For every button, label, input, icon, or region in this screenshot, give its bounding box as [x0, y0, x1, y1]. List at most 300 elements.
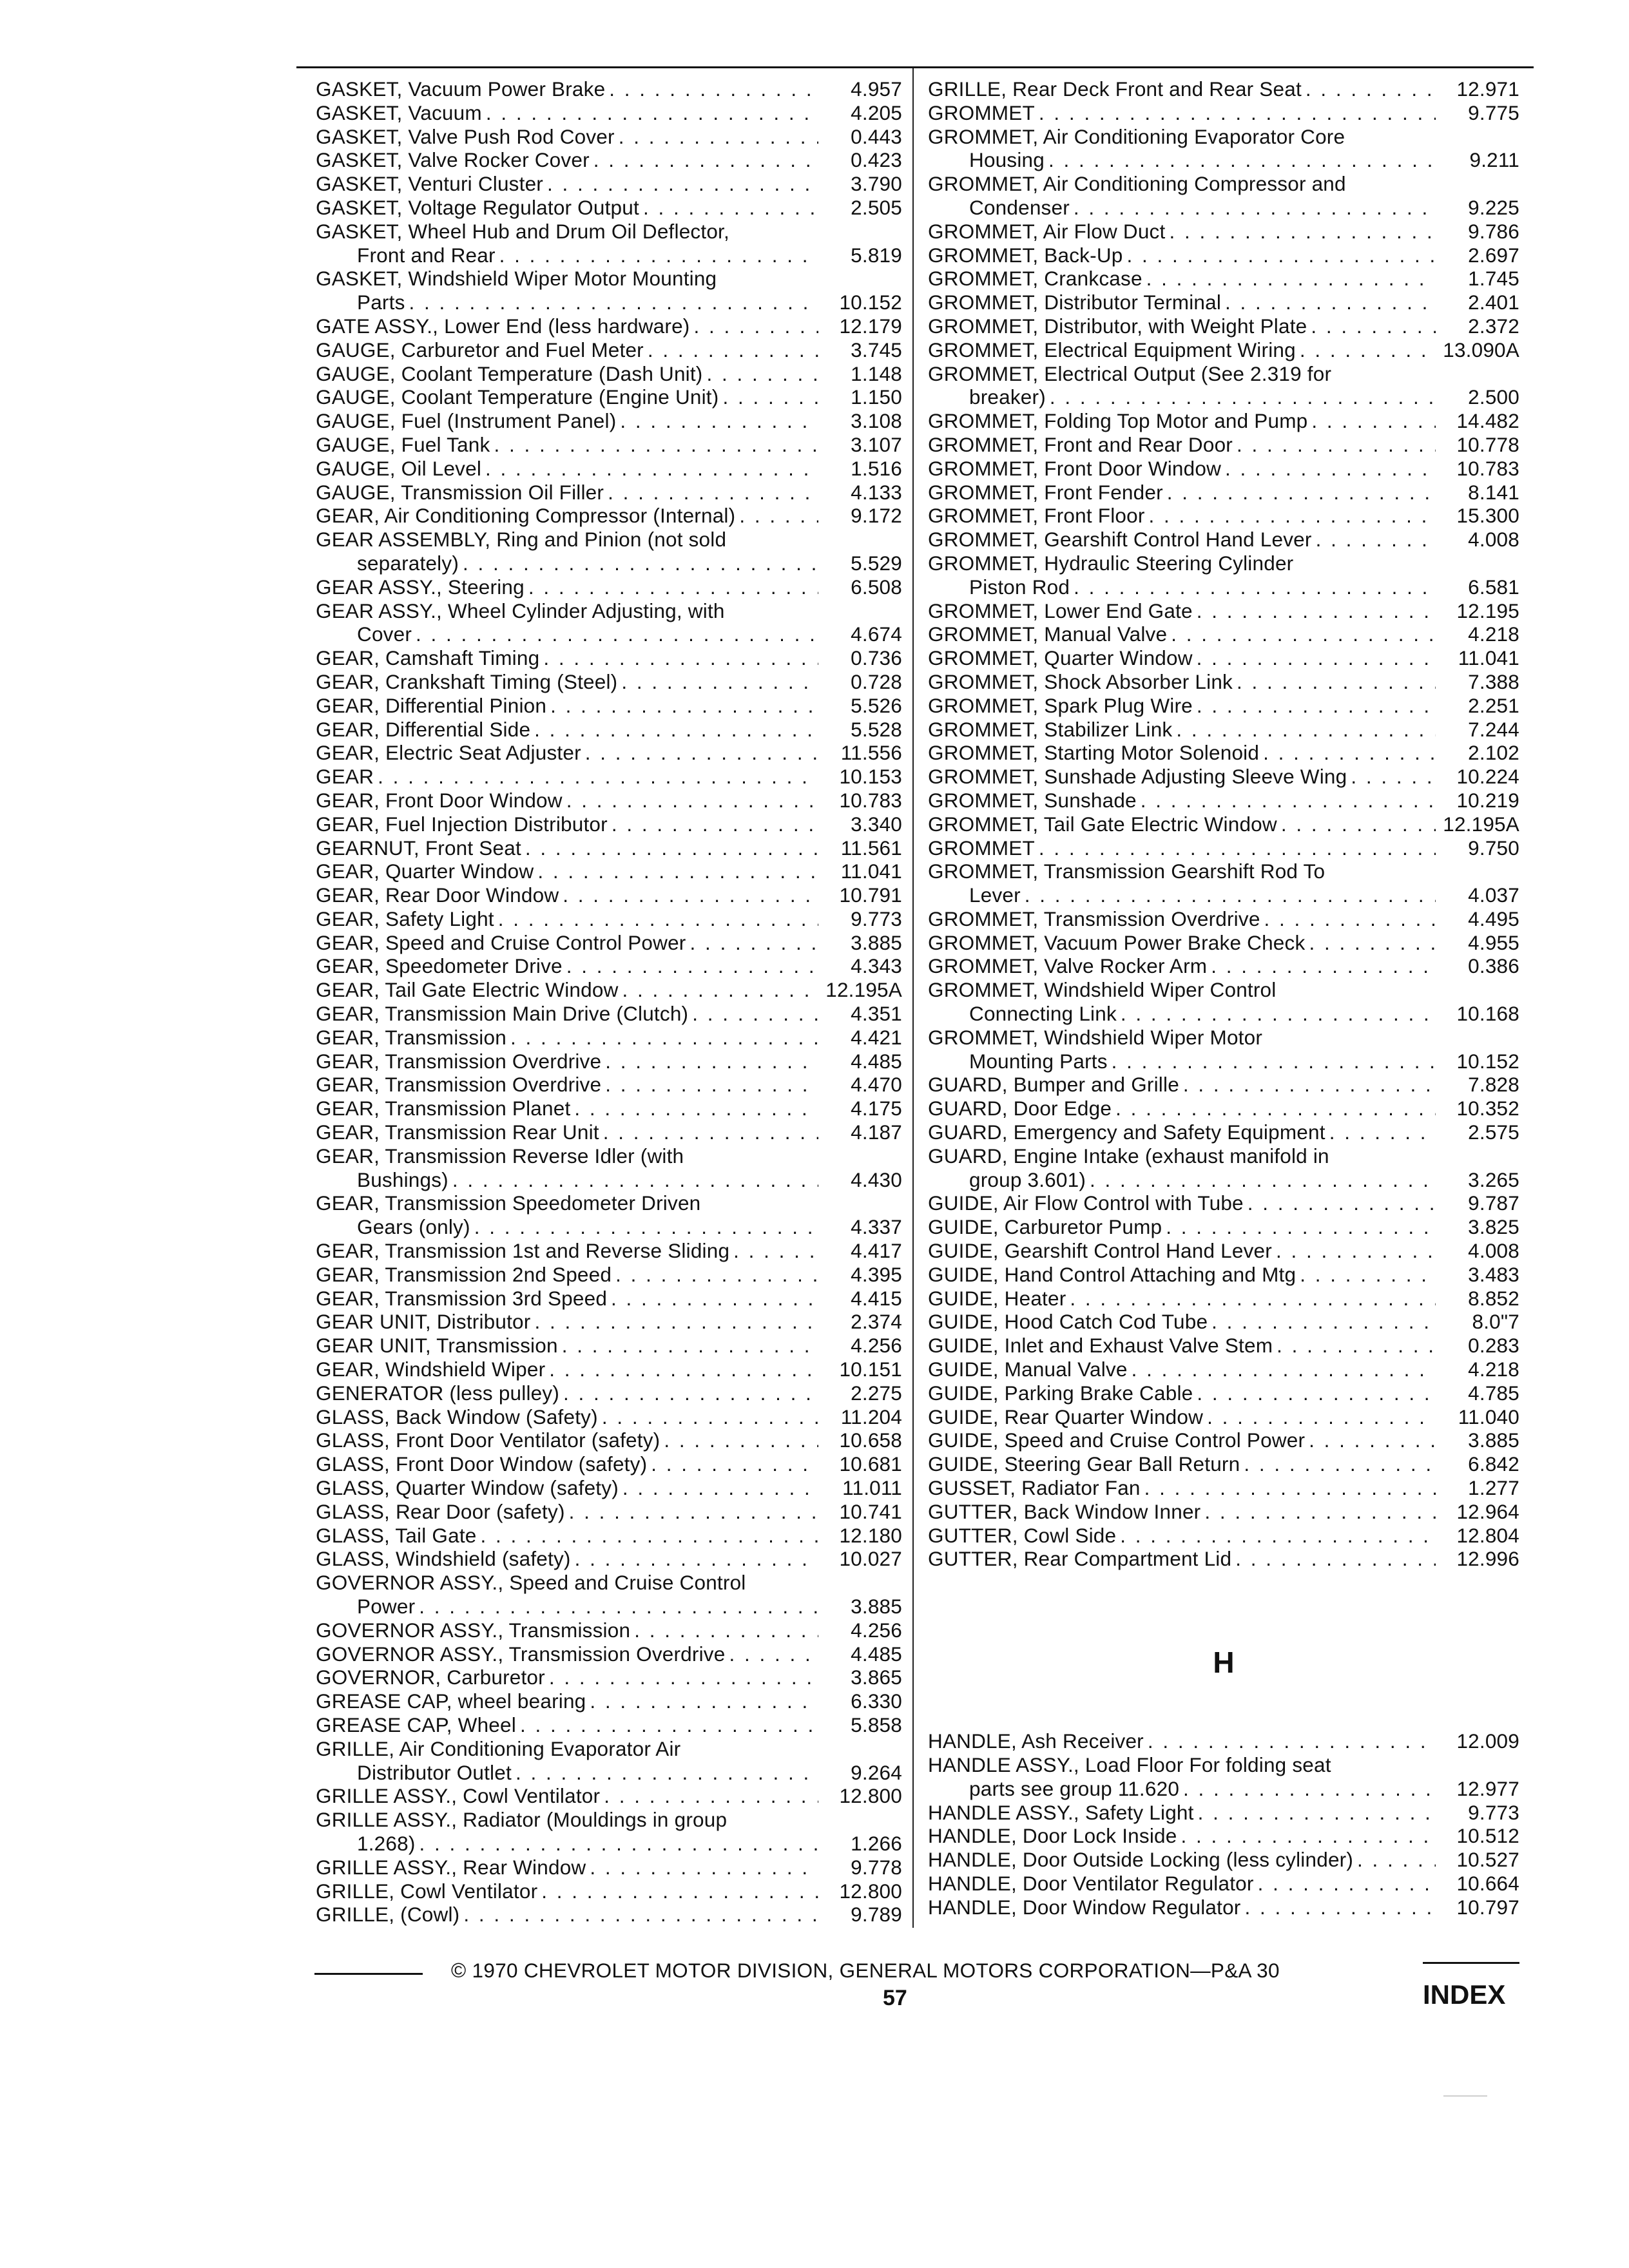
entry-name: GOVERNOR ASSY., Transmission Overdrive . . . — [316, 1642, 818, 1666]
index-entry — [316, 765, 902, 789]
entry-group-number: 4.008 — [1436, 1239, 1519, 1263]
index-entry — [928, 1405, 1519, 1429]
entry-name: GLASS, Windshield (safety) . . . — [316, 1547, 818, 1571]
index-entry — [316, 741, 902, 765]
entry-group-number: 3.885 — [818, 931, 902, 955]
entry-name: HANDLE, Door Ventilator Regulator . . . — [928, 1872, 1436, 1896]
index-entry — [928, 860, 1519, 883]
index-entry — [316, 860, 902, 883]
entry-group-number: 2.251 — [1436, 694, 1519, 718]
entry-group-number: 1.745 — [1436, 267, 1519, 291]
entry-group-number: 9.775 — [1436, 101, 1519, 125]
entry-name: GEAR, Transmission Reverse Idler (with — [316, 1144, 684, 1168]
index-label: INDEX — [1423, 1979, 1506, 2010]
entry-group-number: 4.395 — [818, 1263, 902, 1287]
index-entry — [316, 267, 902, 291]
entry-group-number: 10.741 — [818, 1500, 902, 1524]
entry-group-number: 2.697 — [1436, 244, 1519, 267]
entry-name: GASKET, Voltage Regulator Output . . . — [316, 196, 818, 220]
entry-group-number: 12.971 — [1436, 77, 1519, 101]
entry-name: GUTTER, Back Window Inner . . . — [928, 1500, 1436, 1524]
index-entry — [928, 77, 1519, 101]
index-entry — [928, 385, 1519, 409]
entry-group-number: 4.008 — [1436, 528, 1519, 552]
index-entry — [316, 1619, 902, 1642]
index-entry — [928, 1547, 1519, 1571]
entry-group-number: 4.187 — [818, 1120, 902, 1144]
entry-group-number: 10.153 — [818, 765, 902, 789]
entry-name: GRILLE ASSY., Rear Window . . . — [316, 1856, 818, 1879]
entry-name: GROMMET, Distributor, with Weight Plate . . . — [928, 314, 1436, 338]
entry-name: GUIDE, Hood Catch Cod Tube . . . — [928, 1310, 1436, 1334]
entry-name: GROMMET, Front Floor . . . — [928, 504, 1436, 528]
entry-name: GOVERNOR ASSY., Speed and Cruise Control — [316, 1571, 746, 1595]
entry-group-number: 4.205 — [818, 101, 902, 125]
entry-name: GLASS, Quarter Window (safety) . . . — [316, 1476, 818, 1500]
index-entry — [928, 552, 1519, 575]
entry-name: GUARD, Emergency and Safety Equipment . . . — [928, 1120, 1436, 1144]
entry-group-number: 10.791 — [818, 883, 902, 907]
entry-group-number: 11.561 — [818, 836, 902, 860]
entry-group-number: 3.340 — [818, 812, 902, 836]
entry-group-number: 4.343 — [818, 954, 902, 978]
index-entry — [928, 457, 1519, 481]
entry-name: GEAR, Transmission 2nd Speed . . . — [316, 1263, 818, 1287]
entry-name: GUTTER, Cowl Side . . . — [928, 1524, 1436, 1548]
index-entry — [316, 954, 902, 978]
entry-name: GUIDE, Heater . . . — [928, 1287, 1436, 1311]
index-entry — [928, 670, 1519, 694]
entry-group-number: 7.828 — [1436, 1073, 1519, 1097]
entry-name: GENERATOR (less pulley) . . . — [316, 1381, 818, 1405]
index-entry — [316, 1002, 902, 1026]
entry-group-number: 2.374 — [818, 1310, 902, 1334]
index-entry — [316, 694, 902, 718]
index-entry — [316, 244, 902, 267]
index-entry — [316, 931, 902, 955]
footer-rule-left — [314, 1973, 423, 1975]
entry-group-number: 4.218 — [1436, 622, 1519, 646]
entry-group-number: 11.204 — [818, 1405, 902, 1429]
entry-group-number: 12.964 — [1436, 1500, 1519, 1524]
entry-name: HANDLE, Door Window Regulator . . . — [928, 1896, 1436, 1919]
entry-group-number: 12.800 — [818, 1784, 902, 1808]
entry-name: Condenser . . . — [928, 196, 1436, 220]
entry-group-number: 2.505 — [818, 196, 902, 220]
entry-group-number: 5.858 — [818, 1713, 902, 1737]
entry-name: GLASS, Front Door Window (safety) . . . — [316, 1452, 818, 1476]
index-entry — [316, 812, 902, 836]
index-entry — [928, 1896, 1519, 1919]
index-entry — [316, 1879, 902, 1903]
entry-group-number: 1.150 — [818, 385, 902, 409]
entry-group-number: 9.172 — [818, 504, 902, 528]
entry-group-number: 10.219 — [1436, 789, 1519, 812]
entry-name: GROMMET, Starting Motor Solenoid . . . — [928, 741, 1436, 765]
index-entry — [928, 741, 1519, 765]
index-entry — [316, 1856, 902, 1879]
entry-group-number: 2.575 — [1436, 1120, 1519, 1144]
entry-group-number: 7.388 — [1436, 670, 1519, 694]
index-entry — [316, 291, 902, 314]
entry-group-number: 4.218 — [1436, 1358, 1519, 1381]
index-entry — [316, 1310, 902, 1334]
entry-name: GEAR UNIT, Transmission . . . — [316, 1334, 818, 1358]
entry-name: GLASS, Tail Gate . . . — [316, 1524, 818, 1548]
entry-group-number: 2.372 — [1436, 314, 1519, 338]
entry-name: GUIDE, Parking Brake Cable . . . — [928, 1381, 1436, 1405]
entry-group-number: 4.430 — [818, 1168, 902, 1192]
entry-group-number: 3.790 — [818, 172, 902, 196]
entry-group-number: 12.977 — [1436, 1777, 1519, 1801]
entry-name: GROMMET, Quarter Window . . . — [928, 646, 1436, 670]
entry-group-number: 10.168 — [1436, 1002, 1519, 1026]
entry-name: GAUGE, Carburetor and Fuel Meter . . . — [316, 338, 818, 362]
index-entry — [928, 907, 1519, 931]
index-entry — [928, 314, 1519, 338]
entry-group-number: 11.040 — [1436, 1405, 1519, 1429]
index-entry — [316, 1452, 902, 1476]
entry-name: GROMMET, Electrical Output (See 2.319 for — [928, 361, 1332, 385]
index-entry — [316, 196, 902, 220]
entry-name: GEAR, Transmission Overdrive . . . — [316, 1073, 818, 1097]
index-entry — [316, 1808, 902, 1832]
index-entry — [928, 1287, 1519, 1311]
entry-name: GROMMET, Air Conditioning Compressor and — [928, 172, 1346, 196]
index-entry — [928, 338, 1519, 362]
entry-group-number: 12.179 — [818, 314, 902, 338]
entry-name: GEAR, Speed and Cruise Control Power . . . — [316, 931, 818, 955]
index-entry — [928, 1263, 1519, 1287]
entry-group-number: 9.789 — [818, 1903, 902, 1927]
index-entry — [928, 1334, 1519, 1358]
entry-group-number: 5.528 — [818, 718, 902, 742]
entry-group-number: 4.957 — [818, 77, 902, 101]
entry-group-number: 8.0"7 — [1436, 1310, 1519, 1334]
entry-group-number: 4.417 — [818, 1239, 902, 1263]
entry-name: GROMMET, Electrical Equipment Wiring . . . — [928, 338, 1436, 362]
entry-group-number: 6.581 — [1436, 575, 1519, 599]
index-entry — [316, 1737, 902, 1761]
index-entry — [316, 1144, 902, 1168]
entry-name: GROMMET, Crankcase . . . — [928, 267, 1436, 291]
entry-name: GAUGE, Coolant Temperature (Engine Unit) . . . — [316, 385, 818, 409]
index-entry — [928, 622, 1519, 646]
entry-name: GROMMET, Sunshade . . . — [928, 789, 1436, 812]
entry-group-number: 10.664 — [1436, 1872, 1519, 1896]
index-entry — [316, 1287, 902, 1311]
entry-group-number: 0.283 — [1436, 1334, 1519, 1358]
entry-group-number: 4.470 — [818, 1073, 902, 1097]
entry-name: GROMMET, Vacuum Power Brake Check . . . — [928, 931, 1436, 955]
entry-group-number: 9.750 — [1436, 836, 1519, 860]
index-entry — [316, 670, 902, 694]
index-entry — [316, 148, 902, 172]
entry-group-number: 4.485 — [818, 1642, 902, 1666]
index-entry — [928, 528, 1519, 552]
index-entry — [928, 1215, 1519, 1239]
index-entry — [316, 599, 902, 623]
index-entry — [928, 1476, 1519, 1500]
entry-group-number: 12.195 — [1436, 599, 1519, 623]
entry-name: GAUGE, Transmission Oil Filler . . . — [316, 481, 818, 505]
entry-name: GROMMET, Stabilizer Link . . . — [928, 718, 1436, 742]
entry-group-number: 10.224 — [1436, 765, 1519, 789]
entry-name: Bushings) . . . — [316, 1168, 818, 1192]
entry-name: HANDLE, Door Outside Locking (less cylinder) . . . — [928, 1848, 1436, 1872]
entry-group-number: 9.773 — [818, 907, 902, 931]
index-entry — [316, 1903, 902, 1927]
entry-name: GROMMET, Distributor Terminal . . . — [928, 291, 1436, 314]
entry-group-number: 10.152 — [1436, 1050, 1519, 1073]
entry-name: GLASS, Back Window (Safety) . . . — [316, 1405, 818, 1429]
entry-name: GOVERNOR, Carburetor . . . — [316, 1666, 818, 1689]
index-entry — [316, 1666, 902, 1689]
index-entry — [928, 789, 1519, 812]
index-entry — [928, 244, 1519, 267]
entry-group-number: 4.037 — [1436, 883, 1519, 907]
entry-name: GROMMET, Sunshade Adjusting Sleeve Wing . . . — [928, 765, 1436, 789]
index-entry — [928, 1097, 1519, 1120]
entry-name: GEAR, Differential Side . . . — [316, 718, 818, 742]
entry-name: GUIDE, Gearshift Control Hand Lever . . . — [928, 1239, 1436, 1263]
entry-name: GEAR, Transmission 3rd Speed . . . — [316, 1287, 818, 1311]
index-entry — [316, 1358, 902, 1381]
entry-group-number: 11.041 — [1436, 646, 1519, 670]
entry-name: GREASE CAP, wheel bearing . . . — [316, 1689, 818, 1713]
index-entry — [928, 1428, 1519, 1452]
index-entry — [316, 622, 902, 646]
scan-mark — [1443, 2095, 1487, 2097]
right-column-h-entries — [928, 1729, 1519, 1919]
entry-group-number: 1.516 — [818, 457, 902, 481]
index-entry — [316, 1689, 902, 1713]
entry-name: GEAR, Air Conditioning Compressor (Internal) . . . — [316, 504, 818, 528]
footer-copyright: © 1970 CHEVROLET MOTOR DIVISION, GENERAL MOTORS CORPORATION—P&A 30 — [451, 1959, 1280, 1982]
entry-group-number: 4.485 — [818, 1050, 902, 1073]
index-entry — [316, 883, 902, 907]
entry-group-number: 3.265 — [1436, 1168, 1519, 1192]
entry-group-number: 6.508 — [818, 575, 902, 599]
entry-group-number: 4.256 — [818, 1619, 902, 1642]
index-entry — [316, 1713, 902, 1737]
index-entry — [928, 1500, 1519, 1524]
entry-name: GROMMET, Back-Up . . . — [928, 244, 1436, 267]
entry-group-number: 12.804 — [1436, 1524, 1519, 1548]
entry-group-number: 9.773 — [1436, 1801, 1519, 1825]
entry-group-number: 11.556 — [818, 741, 902, 765]
entry-name: Distributor Outlet . . . — [316, 1761, 818, 1785]
entry-name: GRILLE, Rear Deck Front and Rear Seat . . . — [928, 77, 1436, 101]
entry-name: GEAR ASSY., Steering . . . — [316, 575, 818, 599]
entry-name: parts see group 11.620 . . . — [928, 1777, 1436, 1801]
entry-name: GEAR, Rear Door Window . . . — [316, 883, 818, 907]
entry-name: GASKET, Vacuum . . . — [316, 101, 818, 125]
index-entry — [316, 1381, 902, 1405]
index-entry — [928, 1358, 1519, 1381]
entry-name: GREASE CAP, Wheel . . . — [316, 1713, 818, 1737]
index-entry — [316, 125, 902, 149]
entry-name: GEAR, Transmission 1st and Reverse Sliding . . . — [316, 1239, 818, 1263]
index-entry — [928, 148, 1519, 172]
index-entry — [316, 1428, 902, 1452]
entry-group-number: 4.495 — [1436, 907, 1519, 931]
footer-rule-right — [1423, 1962, 1519, 1964]
index-entry — [316, 1215, 902, 1239]
entry-name: GASKET, Wheel Hub and Drum Oil Deflector, — [316, 219, 729, 243]
entry-name: GROMMET, Transmission Overdrive . . . — [928, 907, 1436, 931]
entry-name: GEAR, Front Door Window . . . — [316, 789, 818, 812]
index-entry — [316, 789, 902, 812]
entry-name: GEAR, Windshield Wiper . . . — [316, 1358, 818, 1381]
index-entry — [928, 504, 1519, 528]
entry-group-number: 10.527 — [1436, 1848, 1519, 1872]
entry-name: GEAR, Transmission Rear Unit . . . — [316, 1120, 818, 1144]
index-entry — [928, 883, 1519, 907]
top-rule — [296, 66, 1534, 68]
entry-group-number: 4.674 — [818, 622, 902, 646]
entry-group-number: 3.108 — [818, 409, 902, 433]
entry-name: HANDLE ASSY., Load Floor For folding seat — [928, 1753, 1331, 1776]
index-entry — [316, 1120, 902, 1144]
index-entry — [316, 1784, 902, 1808]
index-entry — [316, 1642, 902, 1666]
entry-name: group 3.601) . . . — [928, 1168, 1436, 1192]
entry-group-number: 10.152 — [818, 291, 902, 314]
index-entry — [928, 1824, 1519, 1848]
entry-group-number: 7.244 — [1436, 718, 1519, 742]
entry-name: Cover . . . — [316, 622, 818, 646]
index-entry — [316, 1263, 902, 1287]
entry-name: GUARD, Door Edge . . . — [928, 1097, 1436, 1120]
index-entry — [928, 1848, 1519, 1872]
entry-group-number: 0.443 — [818, 125, 902, 149]
entry-name: GEAR, Speedometer Drive . . . — [316, 954, 818, 978]
index-entry — [928, 220, 1519, 244]
index-entry — [928, 1381, 1519, 1405]
index-entry — [928, 1777, 1519, 1801]
entry-name: GEAR, Transmission Planet . . . — [316, 1097, 818, 1120]
entry-name: separately) . . . — [316, 552, 818, 575]
entry-group-number: 0.728 — [818, 670, 902, 694]
entry-group-number: 12.195A — [1436, 812, 1519, 836]
entry-name: GROMMET, Front Fender . . . — [928, 481, 1436, 505]
entry-name: GUIDE, Manual Valve . . . — [928, 1358, 1436, 1381]
index-entry — [928, 1729, 1519, 1753]
index-entry — [928, 196, 1519, 220]
entry-group-number: 0.736 — [818, 646, 902, 670]
index-entry — [928, 1168, 1519, 1192]
entry-name: GUTTER, Rear Compartment Lid . . . — [928, 1547, 1436, 1571]
entry-name: GRILLE, Air Conditioning Evaporator Air — [316, 1736, 681, 1760]
entry-name: GROMMET, Front Door Window . . . — [928, 457, 1436, 481]
entry-group-number: 5.819 — [818, 244, 902, 267]
index-entry — [316, 409, 902, 433]
right-column-g-entries — [928, 77, 1519, 1571]
index-entry — [316, 1761, 902, 1785]
index-entry — [928, 575, 1519, 599]
column-divider — [912, 68, 914, 1928]
entry-name: GROMMET . . . — [928, 836, 1436, 860]
index-entry — [316, 481, 902, 505]
entry-name: GEAR, Crankshaft Timing (Steel) . . . — [316, 670, 818, 694]
entry-group-number: 4.256 — [818, 1334, 902, 1358]
entry-name: GRILLE ASSY., Cowl Ventilator . . . — [316, 1784, 818, 1808]
index-entry — [928, 433, 1519, 457]
index-entry — [928, 836, 1519, 860]
index-entry — [928, 1120, 1519, 1144]
index-entry — [316, 646, 902, 670]
index-entry — [316, 836, 902, 860]
entry-group-number: 9.225 — [1436, 196, 1519, 220]
entry-group-number: 9.264 — [818, 1761, 902, 1785]
index-entry — [316, 1547, 902, 1571]
entry-name: GEAR, Tail Gate Electric Window . . . — [316, 978, 818, 1002]
index-entry — [316, 1073, 902, 1097]
index-entry — [928, 409, 1519, 433]
index-entry — [316, 1334, 902, 1358]
index-entry — [316, 718, 902, 742]
index-entry — [928, 812, 1519, 836]
entry-name: GROMMET, Gearshift Control Hand Lever . . . — [928, 528, 1436, 552]
entry-name: GROMMET, Hydraulic Steering Cylinder — [928, 551, 1294, 575]
index-entry — [316, 1571, 902, 1595]
entry-group-number: 10.681 — [818, 1452, 902, 1476]
index-entry — [928, 599, 1519, 623]
index-entry — [928, 125, 1519, 149]
index-entry — [928, 101, 1519, 125]
entry-name: GEAR UNIT, Distributor . . . — [316, 1310, 818, 1334]
entry-group-number: 10.783 — [818, 789, 902, 812]
entry-group-number: 3.745 — [818, 338, 902, 362]
index-entry — [928, 765, 1519, 789]
entry-name: Housing . . . — [928, 148, 1436, 172]
entry-group-number: 2.102 — [1436, 741, 1519, 765]
entry-name: GUARD, Engine Intake (exhaust manifold in — [928, 1144, 1329, 1168]
index-entry — [316, 314, 902, 338]
entry-group-number: 11.011 — [818, 1476, 902, 1500]
entry-group-number: 8.141 — [1436, 481, 1519, 505]
entry-name: Parts . . . — [316, 291, 818, 314]
entry-group-number: 3.885 — [818, 1595, 902, 1619]
entry-group-number: 10.658 — [818, 1428, 902, 1452]
entry-group-number: 10.512 — [1436, 1824, 1519, 1848]
entry-name: GLASS, Rear Door (safety) . . . — [316, 1500, 818, 1524]
entry-name: Power . . . — [316, 1595, 818, 1619]
index-entry — [316, 1050, 902, 1073]
index-entry — [928, 646, 1519, 670]
entry-name: breaker) . . . — [928, 385, 1436, 409]
index-entry — [316, 362, 902, 386]
entry-group-number: 10.783 — [1436, 457, 1519, 481]
index-entry — [316, 907, 902, 931]
entry-group-number: 12.009 — [1436, 1729, 1519, 1753]
entry-group-number: 6.842 — [1436, 1452, 1519, 1476]
index-entry — [928, 172, 1519, 196]
entry-name: GEAR, Camshaft Timing . . . — [316, 646, 818, 670]
index-entry — [316, 172, 902, 196]
entry-name: GUIDE, Steering Gear Ball Return . . . — [928, 1452, 1436, 1476]
entry-group-number: 10.151 — [818, 1358, 902, 1381]
index-entry — [316, 77, 902, 101]
entry-name: GUSSET, Radiator Fan . . . — [928, 1476, 1436, 1500]
entry-name: GUIDE, Inlet and Exhaust Valve Stem . . . — [928, 1334, 1436, 1358]
entry-name: Front and Rear . . . — [316, 244, 818, 267]
entry-name: GUARD, Bumper and Grille . . . — [928, 1073, 1436, 1097]
entry-name: GATE ASSY., Lower End (less hardware) . . . — [316, 314, 818, 338]
entry-group-number: 1.148 — [818, 362, 902, 386]
entry-group-number: 4.421 — [818, 1026, 902, 1050]
